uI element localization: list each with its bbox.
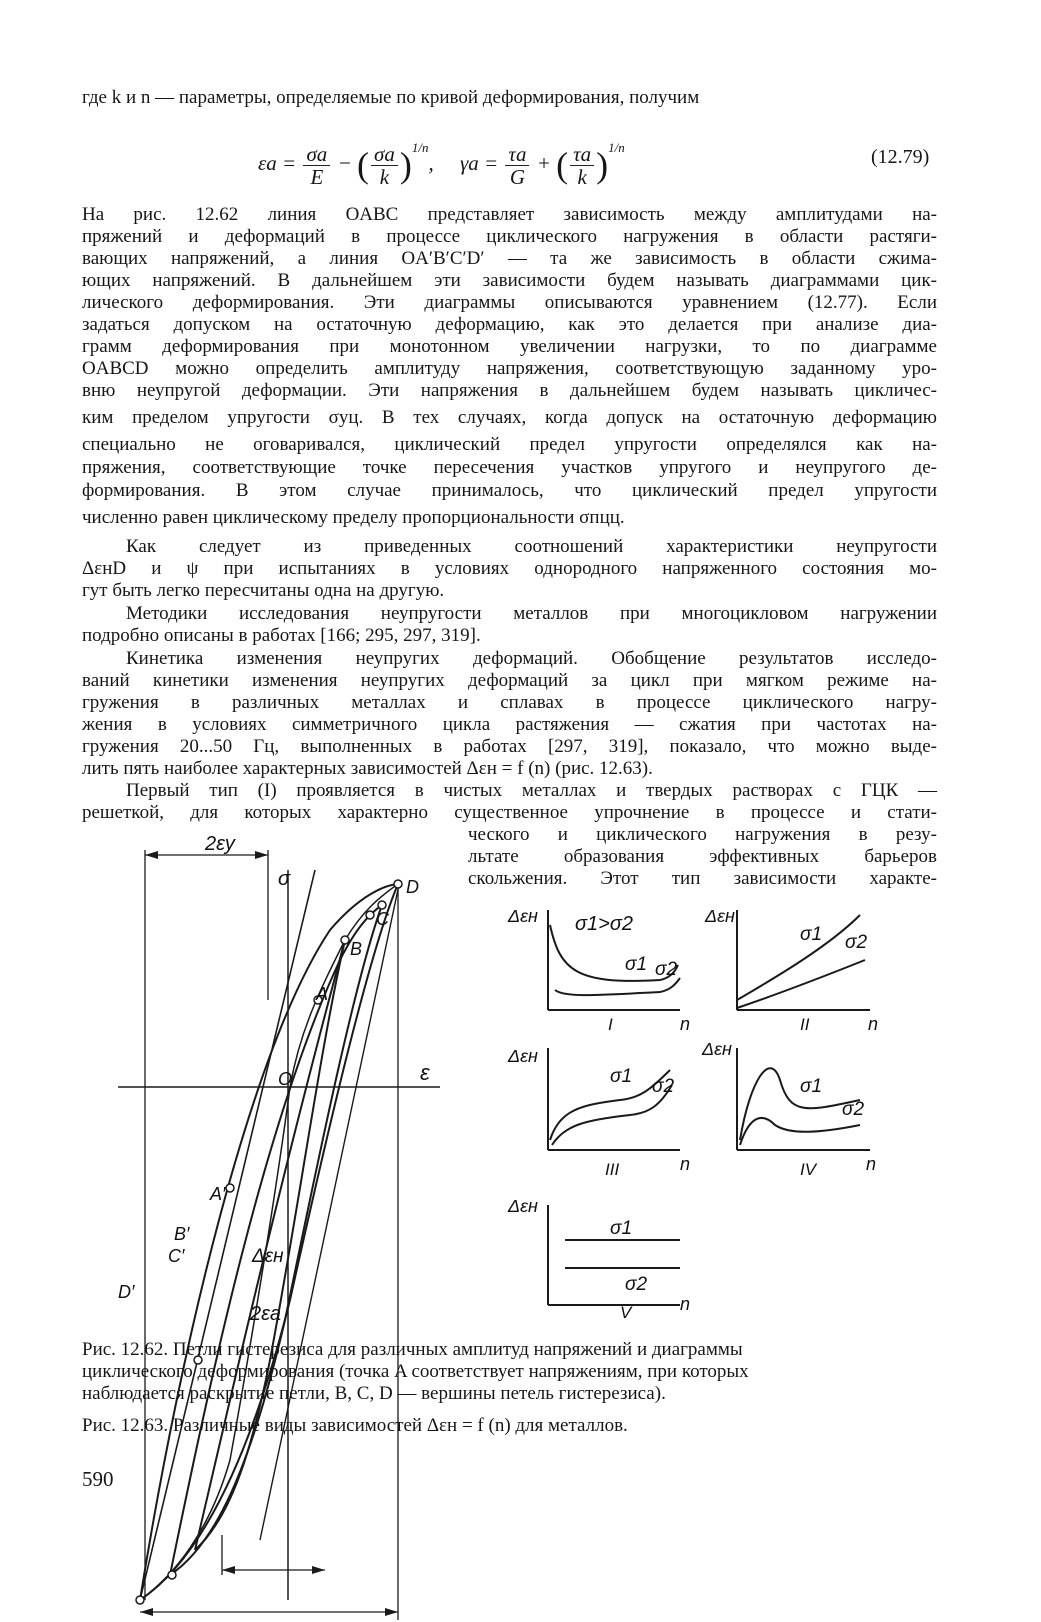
text-line: пряжений и деформаций в процессе циклического нагружения в области растяги-	[82, 226, 937, 247]
text-line: На рис. 12.62 линия OABC представляет зависимость между амплитудами на-	[82, 204, 937, 225]
fig63-sigma1-5: σ1	[610, 1218, 633, 1239]
formula-plus: +	[536, 151, 551, 175]
label-delta-eps-n: Δεн	[252, 1246, 284, 1267]
text-line: ΔεнD и ψ при испытаниях в условиях однородного напряженного состояния мо-	[82, 558, 937, 579]
fig63-type-5: V	[620, 1303, 632, 1320]
frac-sigma-e: $\frac{\sigma a}{E}$	[303, 143, 330, 188]
fig63-cond: σ1>σ2	[575, 913, 634, 935]
fig63-sigma2-5: σ2	[625, 1274, 648, 1295]
label-d-prime: D′	[118, 1282, 135, 1302]
fig63-axis-y-3: Δεн	[508, 1046, 538, 1066]
fig63-axis-y-1: Δεн	[508, 906, 538, 926]
text-line: специально не оговаривался, циклический предел упругости определялся как на-	[82, 434, 937, 455]
text-line: задаться допуском на остаточную деформацию, как это делается при анализе диа-	[82, 314, 937, 335]
caption-fig-12-62-line2: циклического деформирования (точка A соответствует напряжениям, при которых	[82, 1361, 749, 1382]
label-2eps-y: 2εy	[205, 833, 235, 855]
text-line: гружения 20...50 Гц, выполненных в работах [297, 319], показало, что можно выде-	[82, 736, 937, 757]
frac-sigma-k: $\frac{\sigma a}{k}$	[371, 143, 398, 188]
text-line: Первый тип (I) проявляется в чистых металлах и твердых растворах с ГЦК —	[126, 780, 937, 801]
text-line: гружения в различных металлах и сплавах в процессе циклического нагру-	[82, 692, 937, 713]
label-d: D	[406, 877, 419, 897]
label-a: A	[316, 984, 329, 1004]
text-line: грамм деформирования при монотонном увеличении нагрузки, то по диаграмме	[82, 336, 937, 357]
fig63-sigma2-4: σ2	[842, 1099, 865, 1120]
fig63-axis-x-3: n	[680, 1154, 691, 1174]
text-line: ким пределом упругости σуц. В тех случаях, когда допуск на остаточную деформацию	[82, 407, 937, 428]
fig63-type-2: II	[800, 1015, 810, 1034]
fig63-axis-x-4: n	[866, 1154, 877, 1174]
text-line: Методики исследования неупругости металлов при многоцикловом нагружении	[126, 603, 937, 624]
text-line: OABCD можно определить амплитуду напряжения, соответствующую заданному уро-	[82, 358, 937, 379]
formula-gamma-lhs: γa =	[459, 151, 499, 175]
text-line: лить пять наиболее характерных зависимостей Δεн = f (n) (рис. 12.63).	[82, 758, 653, 779]
formula-eps-lhs: εa =	[258, 151, 297, 175]
text-line: жения в условиях симметричного цикла растяжения — сжатия при частотах на-	[82, 714, 937, 735]
text-line: вню неупругой деформации. Эти напряжения в дальнейшем будем называть цикличес-	[82, 380, 937, 401]
label-sigma: σ	[278, 868, 291, 890]
formula-exponent-2: 1/n	[608, 140, 625, 155]
text-line: пряжения, соответствующие точке пересечения участков упругого и неупругого де-	[82, 457, 937, 478]
caption-fig-12-63: Рис. 12.63. Различные виды зависимостей Δεн = f (n) для металлов.	[82, 1415, 628, 1436]
text-line: решеткой, для которых характерно существенное упрочнение в процессе и стати-	[82, 802, 937, 823]
fig63-axis-x-2: n	[868, 1014, 879, 1034]
fig63-type-4: IV	[800, 1160, 817, 1179]
figure-12-63-types	[505, 900, 905, 1320]
fig63-type-1: I	[608, 1015, 613, 1034]
fig63-sigma1-4: σ1	[800, 1076, 823, 1097]
label-c-prime: C′	[168, 1246, 185, 1266]
label-o: O	[278, 1069, 293, 1089]
fig63-axis-x-5: n	[680, 1294, 691, 1314]
formula-12-79: εa = $\frac{\sigma a}{E}$ − ( $\frac{\sigma a}{k}$ )$^{1/n}$, γa = $\frac{\tau a}{G}$ + ( $\frac{\tau a}{k}$ )$^{1/n}$	[258, 140, 625, 189]
text-line: вающих напряжений, а линия OA′B′C′D′ — та же зависимость в области сжима-	[82, 248, 937, 269]
equation-number: (12.79)	[871, 146, 930, 168]
page-number: 590	[82, 1467, 114, 1491]
fig63-type-3: III	[605, 1160, 620, 1179]
text-line: численно равен циклическому пределу пропорциональности σпцц.	[82, 507, 625, 528]
label-2eps-a: 2εa	[250, 1303, 282, 1325]
text-line: льтате образования эффективных барьеров	[468, 846, 937, 867]
fig63-sigma1-1: σ1	[625, 954, 648, 975]
label-b-prime: B′	[174, 1224, 190, 1244]
text-line: подробно описаны в работах [166; 295, 297, 319].	[82, 625, 481, 646]
text-line: формирования. В этом случае принималось, что циклический предел упругости	[82, 480, 937, 501]
text-line: где k и n — параметры, определяемые по кривой деформирования, получим	[82, 87, 700, 108]
text-line: Как следует из приведенных соотношений характеристики неупругости	[126, 536, 937, 557]
fig63-sigma2-1: σ2	[655, 959, 678, 980]
label-c: C	[376, 909, 389, 929]
text-line: скольжения. Этот тип зависимости характе-	[468, 868, 937, 889]
text-line: ваний кинетики изменения неупругих деформаций за цикл при мягком режиме на-	[82, 670, 937, 691]
text-line: ческого и циклического нагружения в резу-	[468, 824, 937, 845]
fig63-axis-x-1: n	[680, 1014, 691, 1034]
label-eps: ε	[420, 1060, 430, 1085]
label-b: B	[350, 939, 363, 959]
fig63-axis-y-4: Δεн	[702, 1039, 732, 1059]
figure-12-62-hysteresis	[112, 822, 462, 1622]
text-line: гут быть легко пересчитаны одна на другую.	[82, 580, 445, 601]
text-line: лического деформирования. Эти диаграммы описываются уравнением (12.77). Если	[82, 292, 937, 313]
fig63-sigma2-2: σ2	[845, 932, 868, 953]
caption-fig-12-62-line1: Рис. 12.62. Петли гистерезиса для различных амплитуд напряжений и диаграммы	[82, 1339, 743, 1360]
frac-tau-g: $\frac{\tau a}{G}$	[505, 143, 529, 188]
fig63-axis-y-2: Δεн	[705, 906, 735, 926]
caption-fig-12-62-line3: наблюдается раскрытие петли, B, C, D — вершины петель гистерезиса).	[82, 1383, 666, 1404]
label-a-prime: A′	[210, 1184, 226, 1204]
fig63-axis-y-5: Δεн	[508, 1196, 538, 1216]
fig63-sigma2-3: σ2	[652, 1076, 675, 1097]
formula-exponent: 1/n	[411, 140, 429, 155]
fig63-sigma1-2: σ1	[800, 924, 823, 945]
text-line: Кинетика изменения неупругих деформаций. Обобщение результатов исследо-	[126, 648, 937, 669]
frac-tau-k: $\frac{\tau a}{k}$	[570, 143, 594, 188]
fig63-sigma1-3: σ1	[610, 1066, 633, 1087]
text-line: ющих напряжений. В дальнейшем эти зависимости будем называть диаграммами цик-	[82, 270, 937, 291]
formula-minus: −	[337, 151, 352, 175]
